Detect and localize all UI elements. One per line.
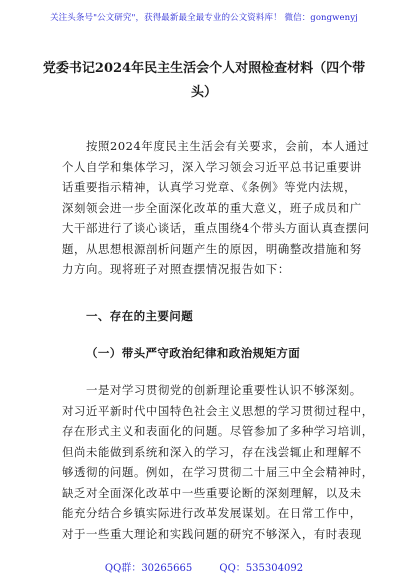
subsection-heading: （一）带头严守政治纪律和政治规矩方面: [86, 346, 301, 360]
body-line: 够透彻的问题。例如，在学习贯彻二十届三中全会精神时，: [62, 465, 374, 479]
body-line: 存在形式主义和表面化的问题。尽管参加了多种学习培训，: [62, 424, 374, 438]
body-paragraph: [62, 380, 374, 544]
intro-line: 深刻领会进一步全面深化改革的重大意义，班子成员和广: [62, 200, 362, 215]
intro-line: 力方向。现将班子对照查摆情况报告如下：: [62, 262, 290, 276]
body-line: 但尚未能做到系统和深入的学习，存在浅尝辄止和理解不: [62, 444, 362, 459]
intro-line: 题，从思想根源剖析问题产生的原因，明确整改措施和努: [62, 241, 362, 256]
header-banner: 关注头条号"公文研究"，获得最新最全最专业的公文资料库！ 微信：gongwenyj: [50, 13, 358, 23]
footer-contact: [0, 559, 408, 574]
body-line: 对于一些重大理论和实践问题的研究不够深入，有时表现: [62, 526, 362, 541]
footer-qq-group: QQ群：30265665: [104, 563, 193, 574]
intro-line: 个人自学和集体学习，深入学习领会习近平总书记重要讲: [62, 159, 362, 174]
body-line: 一是对学习贯彻党的创新理论重要性认识不够深刻。: [86, 383, 362, 397]
body-line: 缺乏对全面深化改革中一些重要论断的深刻理解，以及未: [62, 485, 362, 500]
footer-qq: QQ：535304092: [219, 563, 304, 574]
intro-line: 按照2024年度民主生活会有关要求，会前，本人通过: [86, 139, 370, 153]
body-line: 对习近平新时代中国特色社会主义思想的学习贯彻过程中，: [62, 403, 374, 418]
document-title: [40, 57, 368, 105]
intro-paragraph: [62, 136, 370, 280]
intro-line: 大干部进行了谈心谈话，重点围绕4个带头方面认真查摆问: [62, 221, 370, 235]
section-heading: 一、存在的主要问题: [86, 309, 194, 323]
title-line-2: 头）: [190, 85, 217, 100]
title-line-1: 党委书记2024年民主生活会个人对照检查材料（四个带: [42, 61, 366, 76]
intro-line: 话重要指示精神，认真学习党章、《条例》等党内法规，: [62, 180, 357, 194]
body-line: 能充分结合乡镇实际进行改革发展谋划。在日常工作中，: [62, 506, 362, 520]
